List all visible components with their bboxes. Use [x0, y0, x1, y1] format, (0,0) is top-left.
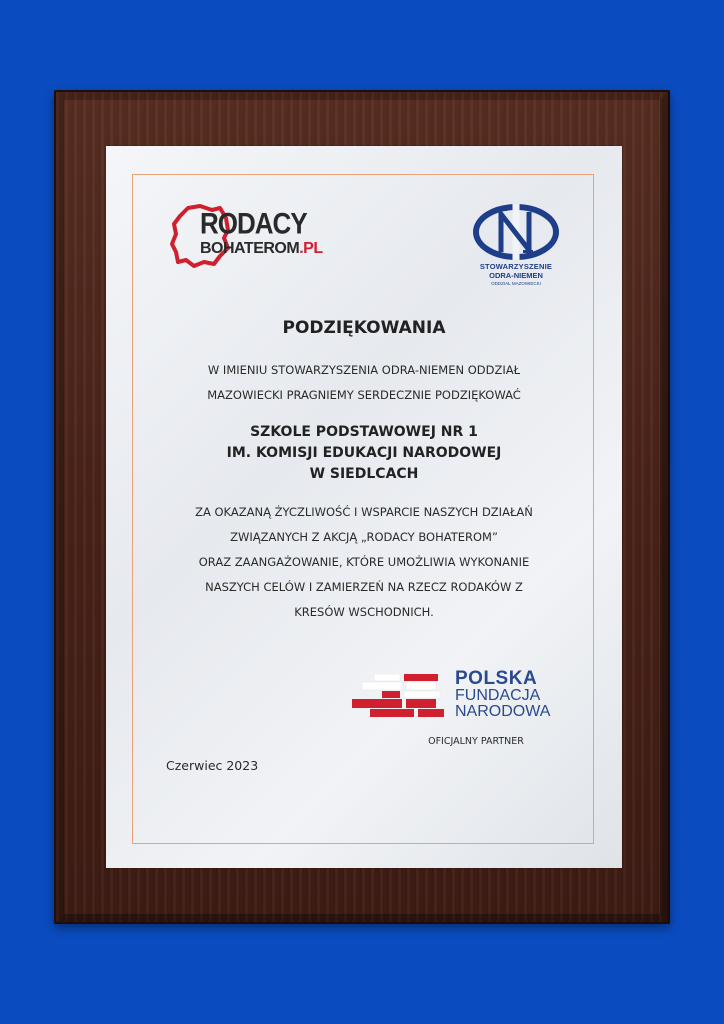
certificate-sheet — [106, 146, 622, 868]
rodacy-logo-suffix: .PL — [299, 240, 323, 257]
body-line: ZWIĄZANYCH Z AKCJĄ „RODACY BOHATEROM” — [230, 530, 498, 544]
body-line: KRESÓW WSCHODNICH. — [294, 605, 434, 619]
red-white-blocks-icon — [352, 674, 450, 720]
body-text — [146, 500, 582, 625]
rodacy-logo-line1: RODACY — [200, 205, 307, 241]
intro-line: W IMIENIU STOWARZYSZENIA ODRA-NIEMEN ODDZIAŁ — [207, 363, 521, 377]
wooden-plaque — [54, 90, 670, 924]
intro-line: MAZOWIECKI PRAGNIEMY SERDECZNIE PODZIĘKOWAĆ — [207, 388, 521, 402]
odra-logo-line2: ODRA-NIEMEN — [489, 271, 543, 280]
recipient-line: SZKOLE PODSTAWOWEJ NR 1 — [250, 424, 478, 440]
recipient-line: IM. KOMISJI EDUKACJI NARODOWEJ — [226, 445, 502, 461]
n-circle-emblem-icon — [471, 204, 561, 260]
body-line: ORAZ ZAANGAŻOWANIE, KTÓRE UMOŻLIWIA WYKONANIE — [198, 555, 530, 569]
recipient-line: W SIEDLCACH — [309, 466, 419, 482]
rodacy-logo-line2: BOHATEROM.PL — [200, 240, 323, 257]
rodacy-bohaterom-logo — [170, 202, 330, 270]
intro-text — [146, 358, 582, 408]
partner-label: OFICJALNY PARTNER — [428, 736, 524, 747]
polska-fundacja-narodowa-logo — [352, 666, 562, 726]
odra-niemen-logo — [466, 204, 566, 294]
body-line: ZA OKAZANĄ ŻYCZLIWOŚĆ I WSPARCIE NASZYCH DZIAŁAŃ — [195, 505, 533, 519]
pfn-logo-line2: FUNDACJA — [455, 687, 541, 704]
pfn-logo-line3: NARODOWA — [455, 703, 551, 720]
pfn-logo-line1: POLSKA — [455, 668, 538, 689]
body-line: NASZYCH CELÓW I ZAMIERZEŃ NA RZECZ RODAKÓW Z — [205, 580, 523, 594]
odra-logo-line1: STOWARZYSZENIE — [479, 262, 553, 271]
recipient-name — [146, 422, 582, 485]
page-title: PODZIĘKOWANIA — [282, 318, 446, 338]
odra-logo-line3: ODDZIAŁ MAZOWIECKI — [491, 281, 541, 286]
document-date: Czerwiec 2023 — [166, 758, 259, 773]
